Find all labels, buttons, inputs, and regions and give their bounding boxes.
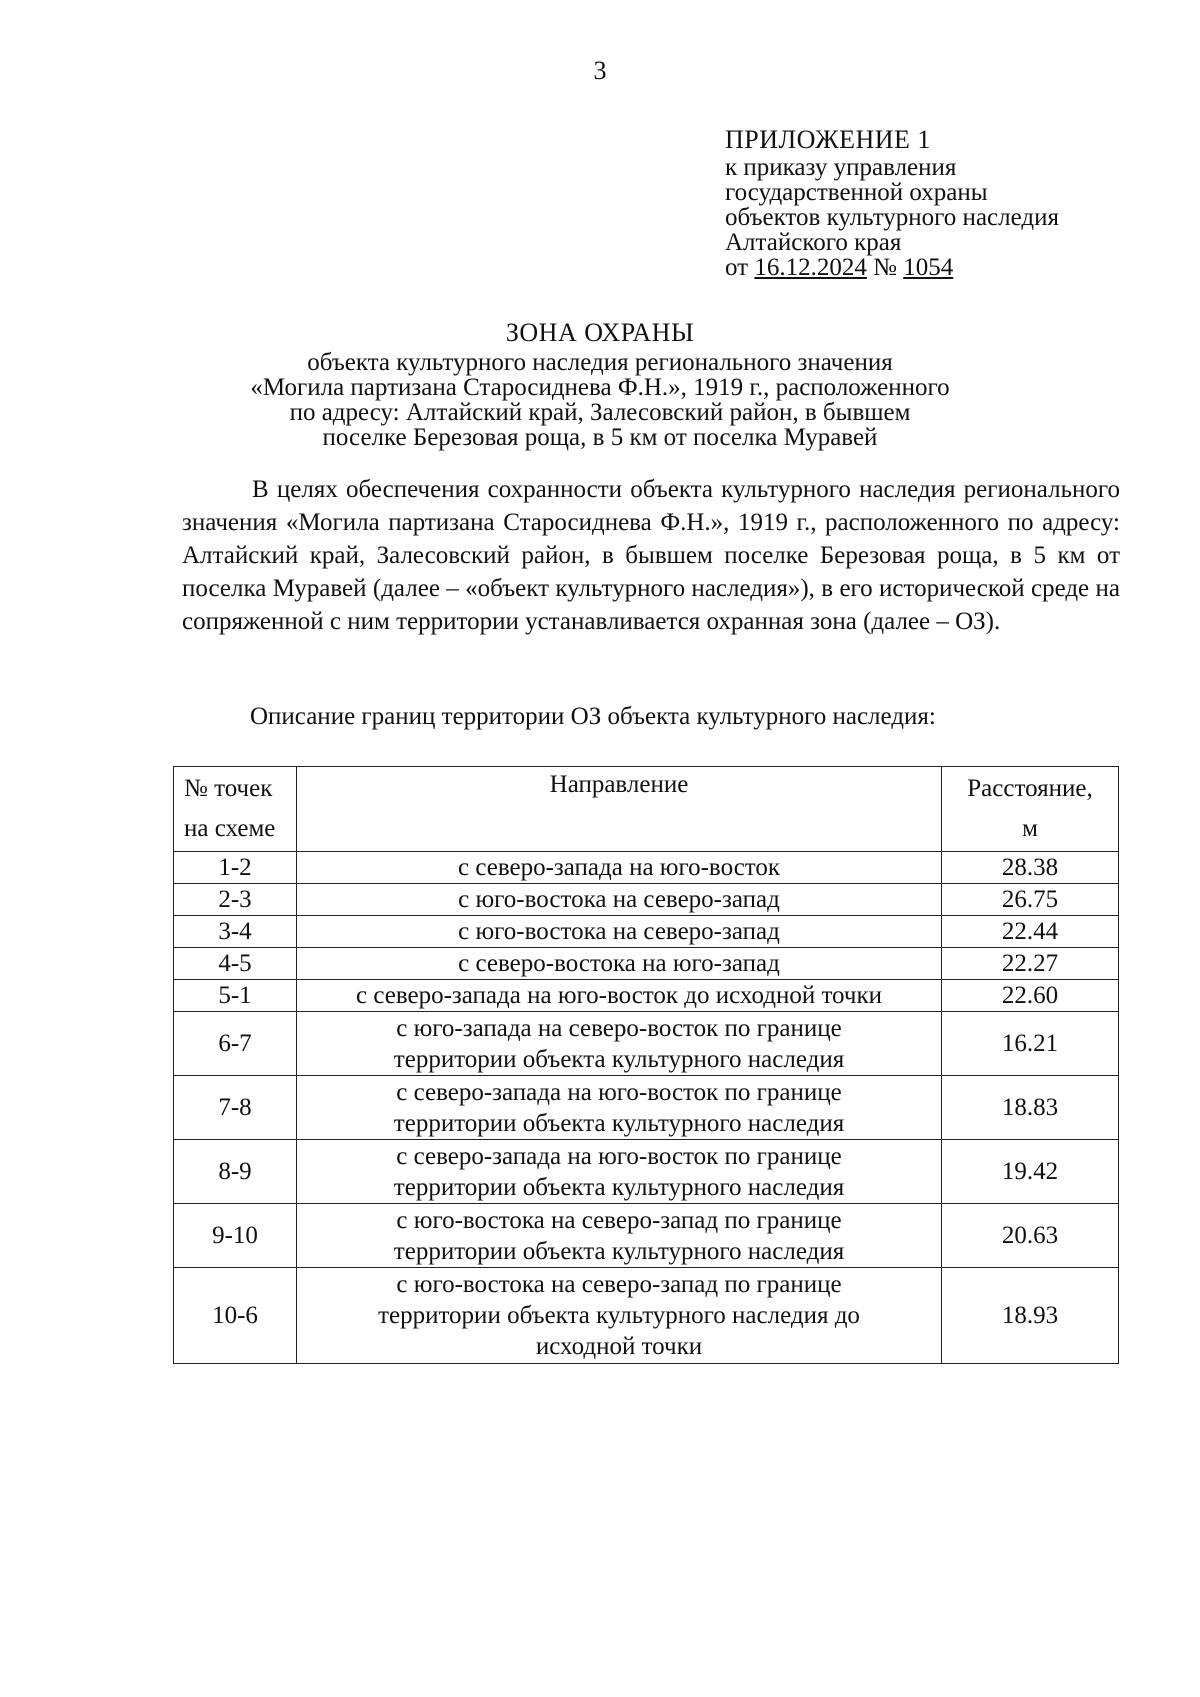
header-points-line: на схеме	[184, 815, 276, 842]
direction-line: территории объекта культурного наследия	[393, 1173, 845, 1201]
cell-distance: 22.27	[942, 948, 1119, 980]
cell-direction	[297, 980, 942, 1012]
cell-distance: 28.38	[942, 852, 1119, 884]
zone-subtitle	[0, 350, 1200, 450]
cell-points: 3-4	[174, 916, 297, 948]
cell-points: 4-5	[174, 948, 297, 980]
cell-direction	[297, 948, 942, 980]
direction-line: с северо-востока на юго-запад	[458, 950, 780, 977]
cell-direction	[297, 1268, 942, 1364]
header-points-line: № точек	[184, 775, 273, 802]
order-number: 1054	[903, 254, 954, 281]
table-row	[174, 1012, 1119, 1076]
cell-distance: 26.75	[942, 884, 1119, 916]
date-prefix: от	[725, 254, 749, 281]
cell-points: 10-6	[174, 1268, 297, 1364]
direction-line: с северо-запада на юго-восток по границе	[396, 1078, 842, 1106]
cell-distance: 19.42	[942, 1140, 1119, 1204]
zone-subtitle-line: «Могила партизана Старосиднева Ф.Н.», 1919 г., расположенного	[250, 374, 950, 401]
cell-points: 7-8	[174, 1076, 297, 1140]
number-prefix: №	[873, 254, 897, 281]
direction-line: с юго-востока на северо-запад по границе	[396, 1271, 842, 1298]
table-header-row	[174, 767, 1119, 852]
table-row	[174, 884, 1119, 916]
header-distance	[942, 767, 1119, 852]
table-row	[174, 916, 1119, 948]
direction-line: с юго-запада на северо-восток по границе	[396, 1014, 842, 1042]
header-direction: Направление	[297, 767, 942, 852]
appendix-title: ПРИЛОЖЕНИЕ 1	[725, 125, 931, 154]
table-row	[174, 1076, 1119, 1140]
boundaries-table	[173, 766, 1119, 1364]
appendix-line: Алтайского края	[725, 229, 902, 256]
direction-line: с северо-запада на юго-восток до исходной точки	[355, 982, 883, 1009]
direction-line: территории объекта культурного наследия	[393, 1109, 845, 1137]
cell-direction	[297, 1140, 942, 1204]
direction-line: исходной точки	[535, 1333, 703, 1360]
table-row	[174, 1204, 1119, 1268]
appendix-line: объектов культурного наследия	[725, 204, 1059, 231]
header-distance-line: м	[1022, 815, 1038, 842]
direction-line: с северо-запада на юго-восток	[457, 854, 781, 881]
cell-direction	[297, 1012, 942, 1076]
direction-line: с юго-востока на северо-запад	[458, 886, 780, 913]
appendix-date-line	[725, 255, 1165, 280]
header-distance-line: Расстояние,	[967, 775, 1093, 802]
cell-points: 5-1	[174, 980, 297, 1012]
table-row	[174, 980, 1119, 1012]
cell-distance: 22.44	[942, 916, 1119, 948]
cell-distance: 16.21	[942, 1012, 1119, 1076]
page-number: 3	[593, 56, 607, 85]
cell-distance: 22.60	[942, 980, 1119, 1012]
table-row	[174, 948, 1119, 980]
appendix-line: к приказу управления	[725, 154, 957, 181]
direction-line: с юго-востока на северо-запад	[458, 918, 780, 945]
appendix-block	[725, 125, 1165, 280]
zone-subtitle-line: по адресу: Алтайский край, Залесовский район, в бывшем	[289, 399, 911, 426]
direction-line: с юго-востока на северо-запад по границе	[396, 1206, 842, 1234]
direction-line: территории объекта культурного наследия до	[378, 1302, 860, 1329]
cell-direction	[297, 852, 942, 884]
cell-points: 8-9	[174, 1140, 297, 1204]
zone-subtitle-line: объекта культурного наследия регионального значения	[307, 349, 893, 376]
appendix-line: государственной охраны	[725, 179, 988, 206]
cell-direction	[297, 916, 942, 948]
cell-distance: 18.83	[942, 1076, 1119, 1140]
direction-line: с северо-запада на юго-восток по границе	[396, 1142, 842, 1170]
cell-points: 1-2	[174, 852, 297, 884]
direction-line: территории объекта культурного наследия	[393, 1237, 845, 1265]
table-row	[174, 852, 1119, 884]
table-row	[174, 1140, 1119, 1204]
cell-direction	[297, 1204, 942, 1268]
zone-title: ЗОНА ОХРАНЫ	[505, 318, 695, 347]
table-row	[174, 1268, 1119, 1364]
cell-direction	[297, 1076, 942, 1140]
cell-points: 9-10	[174, 1204, 297, 1268]
table-caption: Описание границ территории ОЗ объекта культурного наследия:	[250, 703, 936, 730]
cell-direction	[297, 884, 942, 916]
cell-points: 2-3	[174, 884, 297, 916]
direction-line: территории объекта культурного наследия	[393, 1045, 845, 1073]
table-body	[174, 852, 1119, 1364]
cell-distance: 20.63	[942, 1204, 1119, 1268]
zone-subtitle-line: поселке Березовая роща, в 5 км от поселка Муравей	[322, 424, 878, 451]
body-paragraph: В целях обеспечения сохранности объекта культурного наследия регионального значения «Могила партизана Старосиднева Ф.Н.», 1919 г., расположенного по адресу: Алтайский край, Залесовский район, в бывшем поселке Березовая роща, в 5 км от поселка Муравей (далее – «объект культурного наследия»), в его исторической среде на сопряженной с ним территории устанавливается охранная зона (далее – ОЗ).	[182, 476, 1120, 635]
cell-points: 6-7	[174, 1012, 297, 1076]
header-points	[174, 767, 297, 852]
cell-distance: 18.93	[942, 1268, 1119, 1364]
order-date: 16.12.2024	[754, 254, 867, 281]
